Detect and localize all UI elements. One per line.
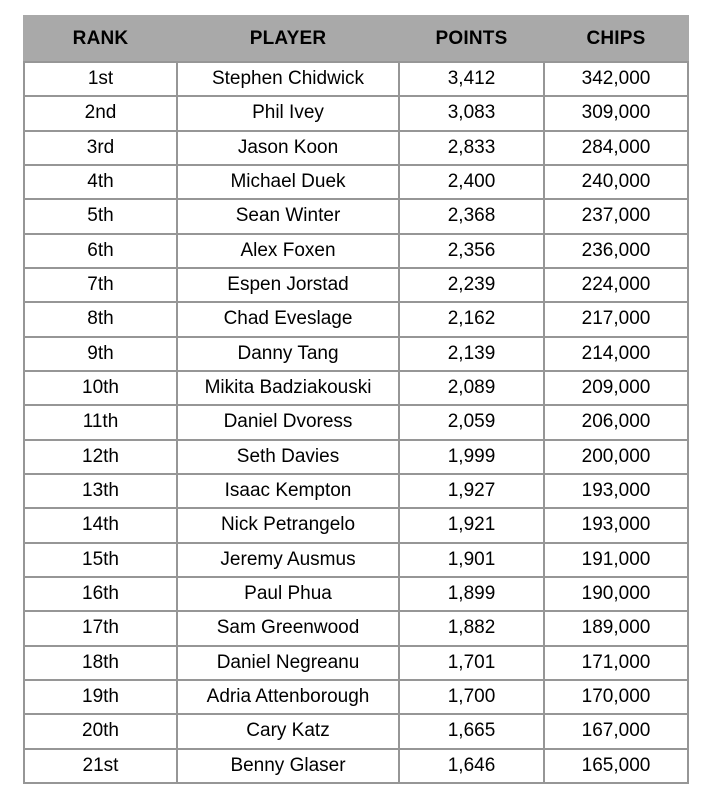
cell-chips: 193,000: [544, 474, 688, 508]
cell-player: Sam Greenwood: [177, 611, 399, 645]
cell-player: Jason Koon: [177, 131, 399, 165]
table-row: [24, 508, 688, 542]
table-row: [24, 405, 688, 439]
cell-rank: 7th: [24, 268, 177, 302]
cell-player: Nick Petrangelo: [177, 508, 399, 542]
cell-chips: 193,000: [544, 508, 688, 542]
cell-points: 1,927: [399, 474, 544, 508]
cell-rank: 10th: [24, 371, 177, 405]
cell-points: 1,882: [399, 611, 544, 645]
cell-rank: 16th: [24, 577, 177, 611]
table-row: [24, 474, 688, 508]
cell-player: Daniel Dvoress: [177, 405, 399, 439]
cell-points: 2,139: [399, 337, 544, 371]
table-row: [24, 337, 688, 371]
header-chips: CHIPS: [544, 16, 688, 62]
cell-points: 3,083: [399, 96, 544, 130]
cell-points: 2,162: [399, 302, 544, 336]
cell-points: 1,665: [399, 714, 544, 748]
cell-points: 2,059: [399, 405, 544, 439]
cell-points: 2,089: [399, 371, 544, 405]
cell-points: 2,239: [399, 268, 544, 302]
cell-chips: 189,000: [544, 611, 688, 645]
cell-rank: 8th: [24, 302, 177, 336]
table-row: [24, 371, 688, 405]
cell-rank: 12th: [24, 440, 177, 474]
table-row: [24, 131, 688, 165]
cell-points: 1,921: [399, 508, 544, 542]
cell-rank: 15th: [24, 543, 177, 577]
header-player: PLAYER: [177, 16, 399, 62]
cell-chips: 214,000: [544, 337, 688, 371]
cell-player: Cary Katz: [177, 714, 399, 748]
header-row: [24, 16, 688, 62]
cell-points: 2,833: [399, 131, 544, 165]
table-row: [24, 199, 688, 233]
cell-rank: 20th: [24, 714, 177, 748]
cell-chips: 191,000: [544, 543, 688, 577]
cell-player: Seth Davies: [177, 440, 399, 474]
header-points: POINTS: [399, 16, 544, 62]
table-row: [24, 680, 688, 714]
cell-player: Espen Jorstad: [177, 268, 399, 302]
cell-chips: 167,000: [544, 714, 688, 748]
table-row: [24, 440, 688, 474]
cell-player: Michael Duek: [177, 165, 399, 199]
cell-chips: 224,000: [544, 268, 688, 302]
cell-player: Stephen Chidwick: [177, 62, 399, 96]
table-row: [24, 577, 688, 611]
cell-rank: 21st: [24, 749, 177, 783]
table-row: [24, 234, 688, 268]
cell-player: Sean Winter: [177, 199, 399, 233]
cell-points: 1,899: [399, 577, 544, 611]
cell-rank: 3rd: [24, 131, 177, 165]
table-row: [24, 611, 688, 645]
cell-points: 1,646: [399, 749, 544, 783]
cell-rank: 17th: [24, 611, 177, 645]
cell-rank: 6th: [24, 234, 177, 268]
cell-points: 3,412: [399, 62, 544, 96]
cell-player: Danny Tang: [177, 337, 399, 371]
cell-points: 2,368: [399, 199, 544, 233]
cell-rank: 9th: [24, 337, 177, 371]
cell-rank: 13th: [24, 474, 177, 508]
leaderboard-table: [23, 15, 689, 784]
table-row: [24, 165, 688, 199]
cell-rank: 5th: [24, 199, 177, 233]
cell-points: 2,400: [399, 165, 544, 199]
cell-chips: 165,000: [544, 749, 688, 783]
header-rank: RANK: [24, 16, 177, 62]
cell-player: Jeremy Ausmus: [177, 543, 399, 577]
cell-chips: 190,000: [544, 577, 688, 611]
table-row: [24, 543, 688, 577]
cell-chips: 170,000: [544, 680, 688, 714]
cell-chips: 240,000: [544, 165, 688, 199]
cell-player: Daniel Negreanu: [177, 646, 399, 680]
cell-chips: 309,000: [544, 96, 688, 130]
cell-rank: 18th: [24, 646, 177, 680]
cell-chips: 217,000: [544, 302, 688, 336]
cell-player: Chad Eveslage: [177, 302, 399, 336]
cell-chips: 236,000: [544, 234, 688, 268]
cell-chips: 209,000: [544, 371, 688, 405]
cell-rank: 4th: [24, 165, 177, 199]
cell-rank: 14th: [24, 508, 177, 542]
table-row: [24, 268, 688, 302]
table-row: [24, 714, 688, 748]
cell-points: 1,999: [399, 440, 544, 474]
cell-chips: 200,000: [544, 440, 688, 474]
cell-player: Isaac Kempton: [177, 474, 399, 508]
cell-chips: 171,000: [544, 646, 688, 680]
cell-player: Mikita Badziakouski: [177, 371, 399, 405]
cell-chips: 342,000: [544, 62, 688, 96]
table-row: [24, 749, 688, 783]
cell-player: Paul Phua: [177, 577, 399, 611]
cell-rank: 1st: [24, 62, 177, 96]
cell-player: Phil Ivey: [177, 96, 399, 130]
table-row: [24, 62, 688, 96]
table-row: [24, 96, 688, 130]
cell-player: Alex Foxen: [177, 234, 399, 268]
cell-rank: 19th: [24, 680, 177, 714]
cell-chips: 237,000: [544, 199, 688, 233]
cell-points: 2,356: [399, 234, 544, 268]
table-row: [24, 646, 688, 680]
cell-rank: 2nd: [24, 96, 177, 130]
cell-points: 1,901: [399, 543, 544, 577]
cell-player: Adria Attenborough: [177, 680, 399, 714]
cell-player: Benny Glaser: [177, 749, 399, 783]
cell-chips: 284,000: [544, 131, 688, 165]
cell-points: 1,701: [399, 646, 544, 680]
cell-rank: 11th: [24, 405, 177, 439]
table-row: [24, 302, 688, 336]
cell-chips: 206,000: [544, 405, 688, 439]
cell-points: 1,700: [399, 680, 544, 714]
